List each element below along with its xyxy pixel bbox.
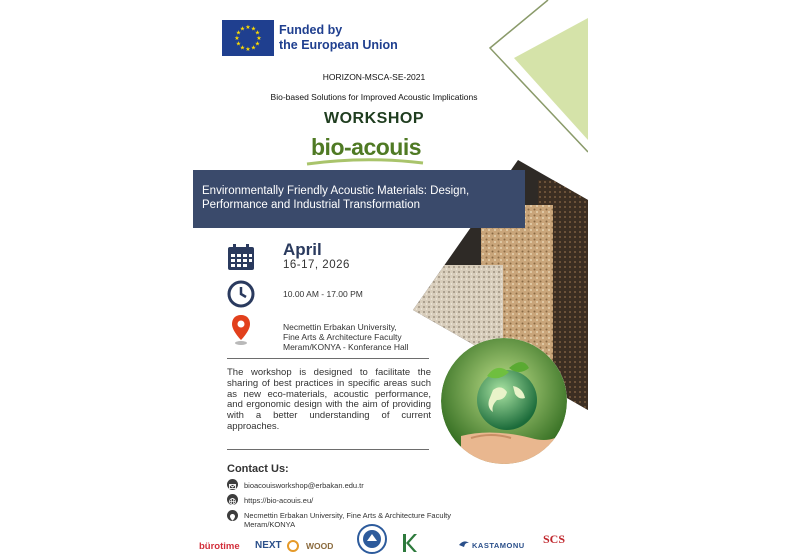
next-circle-icon [287, 540, 299, 552]
divider [227, 449, 429, 450]
svg-text:★: ★ [256, 35, 262, 42]
svg-text:★: ★ [234, 35, 240, 42]
svg-text:★: ★ [239, 25, 246, 33]
svg-text:★: ★ [250, 44, 257, 52]
sponsor-burotime-logo: bürotime [199, 541, 240, 552]
clock-icon [227, 280, 255, 308]
banner-line-1: Environmentally Friendly Acoustic Materials: Design, [202, 185, 470, 197]
funded-line-1: Funded by [279, 23, 343, 37]
project-title: Bio-based Solutions for Improved Acoustic Implications [270, 92, 478, 102]
eu-flag-logo [222, 20, 274, 56]
svg-text:★: ★ [254, 29, 261, 37]
sponsor-next-logo: NEXT [255, 540, 282, 551]
svg-text:★: ★ [239, 44, 246, 52]
svg-text:★: ★ [245, 24, 251, 31]
contact-website[interactable]: https://bio-acouis.eu/ [244, 496, 314, 505]
address-line-1: Necmettin Erbakan University, Fine Arts & Architecture Faculty [244, 511, 452, 520]
sponsor-wood-logo: WOOD [306, 541, 334, 551]
email-icon [227, 479, 238, 490]
funded-line-2: the European Union [279, 37, 398, 52]
calendar-icon [227, 243, 255, 271]
venue-line-2: Fine Arts & Architecture Faculty [283, 332, 402, 342]
event-time: 10.00 AM - 17.00 PM [283, 289, 363, 299]
bio-acouis-logo: bio-acouis [311, 134, 422, 160]
event-month: April [283, 240, 322, 259]
event-venue [283, 322, 409, 352]
sponsor-scs-logo: SCS [543, 532, 566, 546]
venue-line-1: Necmettin Erbakan University, [283, 322, 397, 332]
sponsor-kastamonu-logo: KASTAMONU [472, 541, 525, 550]
banner-line-2: Performance and Industrial Transformation [202, 199, 420, 211]
website-icon [227, 494, 238, 505]
workshop-heading: WORKSHOP [324, 110, 424, 127]
svg-text:★: ★ [235, 29, 242, 37]
contact-email[interactable]: bioacouisworkshop@erbakan.edu.tr [244, 481, 364, 490]
divider [227, 358, 429, 359]
programme-code: HORIZON-MSCA-SE-2021 [322, 72, 426, 82]
contact-address [244, 511, 451, 529]
workshop-poster [193, 0, 588, 560]
university-seal-logo [357, 524, 387, 554]
svg-text:★: ★ [254, 40, 261, 48]
globe-in-hand-image [441, 338, 567, 464]
k-faculty-logo [402, 533, 418, 553]
svg-text:★: ★ [235, 40, 242, 48]
workshop-description: The workshop is designed to facilitate the sharing of best practices in specific areas such as new eco-materials, acoustic performance, and ergonomic design with the aim of providing with a better understanding of current approaches. [227, 367, 431, 432]
svg-text:★: ★ [250, 25, 257, 33]
kastamonu-bird-icon [458, 539, 470, 549]
venue-line-3: Meram/KONYA - Konferance Hall [283, 342, 409, 352]
eu-funding-label [279, 23, 398, 52]
svg-text:★: ★ [245, 46, 251, 53]
topic-banner-text [202, 184, 492, 212]
location-pin-icon [231, 314, 251, 346]
logo-swoosh [305, 158, 425, 166]
event-days: 16-17, 2026 [283, 259, 350, 271]
address-pin-icon [227, 510, 238, 521]
address-line-2: Meram/KONYA [244, 520, 296, 529]
contact-heading: Contact Us: [227, 463, 289, 475]
